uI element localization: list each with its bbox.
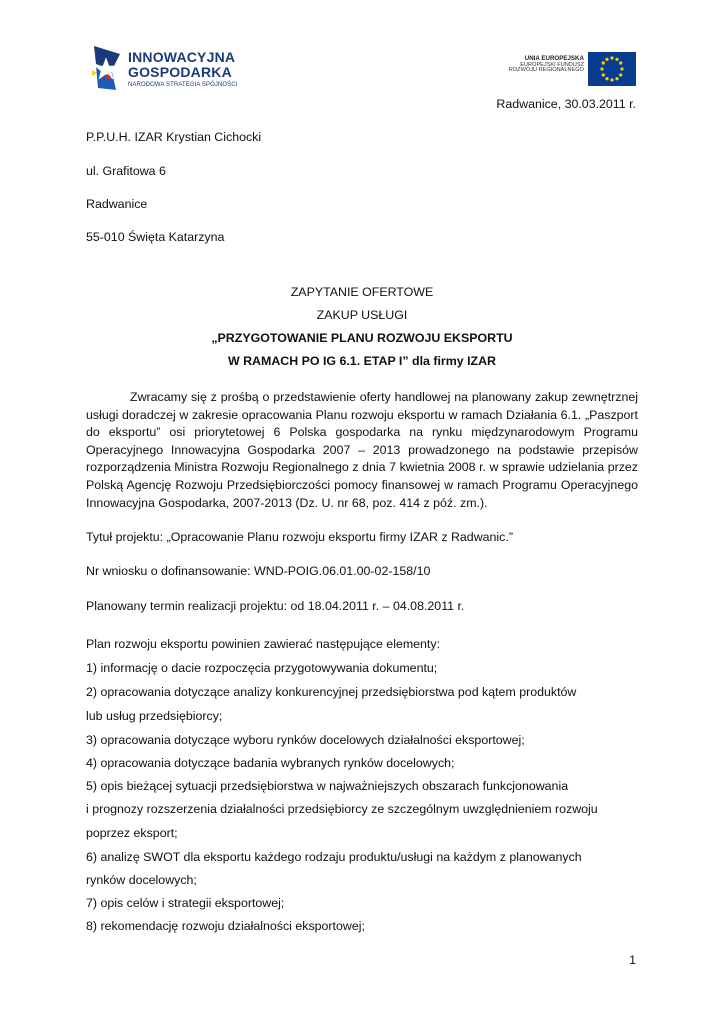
list-item: poprzez eksport; xyxy=(86,826,178,840)
list-item: 4) opracowania dotyczące badania wybranych rynków docelowych; xyxy=(86,756,455,770)
project-schedule: Planowany termin realizacji projektu: od 18.04.2011 r. – 04.08.2011 r. xyxy=(86,599,465,613)
intro-line: Polską Agencję Rozwoju Przedsiębiorczości pomocy finansowej w ramach Programu Operacyjnego xyxy=(86,477,638,492)
innowacyjna-gospodarka-logo xyxy=(90,44,250,96)
list-item: 7) opis celów i strategii eksportowej; xyxy=(86,896,285,910)
list-item: 1) informację o dacie rozpoczęcia przygotowywania dokumentu; xyxy=(86,661,438,675)
eu-logo xyxy=(496,50,636,88)
intro-line: Innowacyjna Gospodarka, 2007-2013 (Dz. U. nr 68, poz. 414 z póź. zm.). xyxy=(86,495,488,510)
service-name-line-1: „PRZYGOTOWANIE PLANU ROZWOJU EKSPORTU xyxy=(211,331,513,345)
postal-address: 55-010 Święta Katarzyna xyxy=(86,230,225,244)
document-title: ZAPYTANIE OFERTOWE xyxy=(290,285,434,299)
city: Radwanice xyxy=(86,197,148,211)
street-address: ul. Grafitowa 6 xyxy=(86,164,166,178)
logo-line-gospodarka: GOSPODARKA xyxy=(128,64,232,80)
list-item: 3) opracowania dotyczące wyboru rynków docelowych działalności eksportowej; xyxy=(86,733,525,747)
intro-line: Zwracamy się z prośbą o przedstawienie oferty handlowej na planowany zakup zewnętrznej xyxy=(130,390,638,404)
page-number: 1 xyxy=(629,953,636,967)
list-item: lub usług przedsiębiorcy; xyxy=(86,709,223,723)
eu-logo-line-3: ROZWOJU REGIONALNEGO xyxy=(508,67,584,74)
intro-line: usługi doradczej w zakresie opracowania Planu rozwoju eksportu w ramach Działania 6.1. „Paszport xyxy=(86,407,638,422)
logo-line-strategia: NARODOWA STRATEGIA SPÓJNOŚCI xyxy=(128,82,238,88)
eu-logo-line-2: EUROPEJSKI FUNDUSZ xyxy=(520,61,584,68)
service-name-line-2: W RAMACH PO IG 6.1. ETAP I” dla firmy IZAR xyxy=(227,354,497,368)
company-name: P.P.U.H. IZAR Krystian Cichocki xyxy=(86,130,262,144)
intro-line: do eksportu” osi priorytetowej 6 Polska gospodarka na rynku międzynarodowym Programu xyxy=(86,425,638,440)
document-subtitle: ZAKUP USŁUGI xyxy=(316,308,408,322)
application-number: Nr wniosku o dofinansowanie: WND-POIG.06.01.00-02-158/10 xyxy=(86,564,431,578)
list-item: i prognozy rozszerzenia działalności przedsiębiorcy ze szczególnym uwzględnieniem rozwoju xyxy=(86,802,598,816)
list-item: 2) opracowania dotyczące analizy konkurencyjnej przedsiębiorstwa pod kątem produktów xyxy=(86,685,577,699)
intro-paragraph xyxy=(86,389,638,512)
list-intro: Plan rozwoju eksportu powinien zawierać następujące elementy: xyxy=(86,637,441,651)
project-title: Tytuł projektu: „Opracowanie Planu rozwoju eksportu firmy IZAR z Radwanic.” xyxy=(86,530,513,544)
date-line: Radwanice, 30.03.2011 r. xyxy=(496,97,636,111)
eu-logo-line-1: UNIA EUROPEJSKA xyxy=(524,55,584,62)
logo-line-innowacyjna: INNOWACYJNA xyxy=(128,49,236,65)
list-item: 8) rekomendację rozwoju działalności eksportowej; xyxy=(86,919,365,933)
list-item: rynków docelowych; xyxy=(86,873,197,887)
eu-flag-icon xyxy=(588,52,636,86)
innovation-star-icon xyxy=(90,44,126,94)
list-item: 5) opis bieżącej sytuacji przedsiębiorstwa w najważniejszych obszarach funkcjonowania xyxy=(86,779,569,793)
intro-line: rozporządzenia Ministra Rozwoju Regionalnego z dnia 7 kwietnia 2008 r. w sprawie udzielania przez xyxy=(86,460,638,475)
intro-line: Operacyjnego Innowacyjna Gospodarka 2007 – 2013 prowadzonego na podstawie przepisów xyxy=(86,442,638,457)
list-item: 6) analizę SWOT dla eksportu każdego rodzaju produktu/usługi na każdym z planowanych xyxy=(86,850,582,864)
